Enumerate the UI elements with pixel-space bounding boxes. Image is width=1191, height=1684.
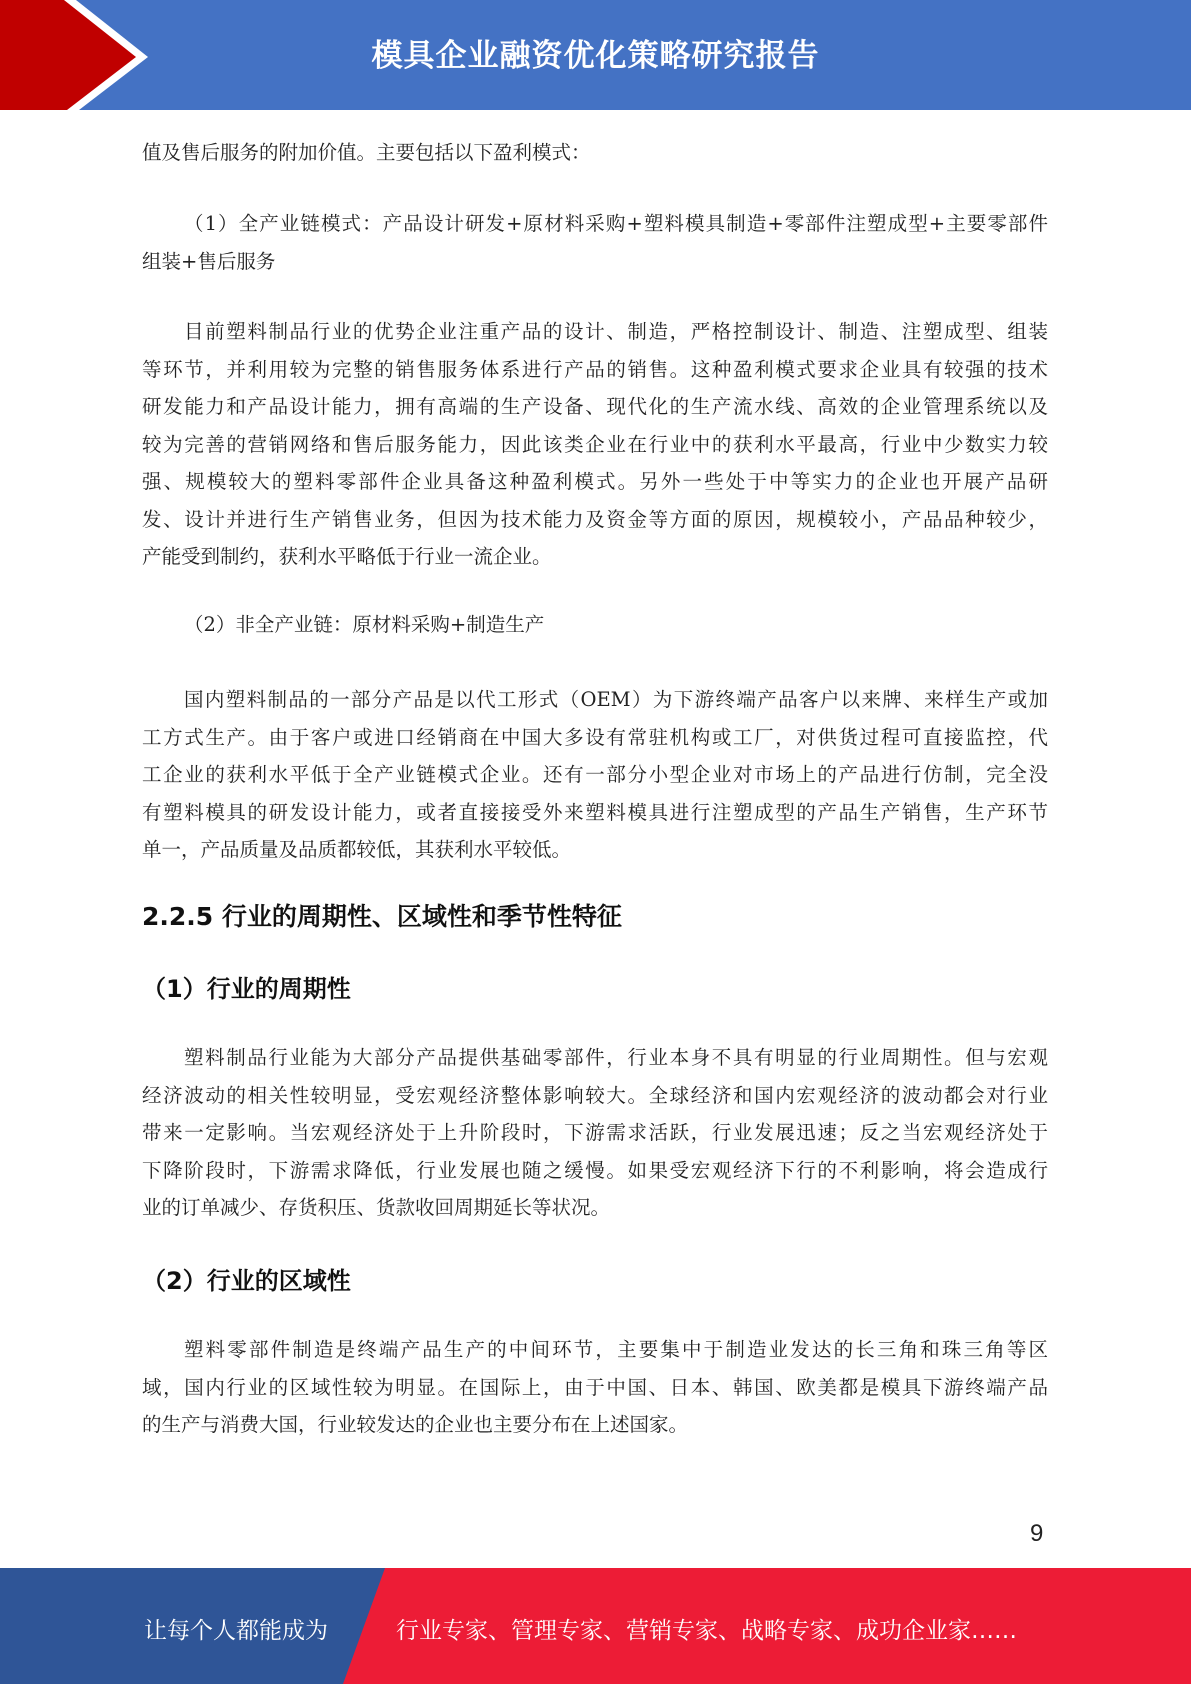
paragraph [142, 681, 1048, 869]
list-item-full-chain [142, 205, 1048, 280]
text-line: 研发能力和产品设计能力，拥有高端的生产设备、现代化的生产流水线、高效的企业管理系统以及 [142, 395, 1048, 418]
footer-slogan-left: 让每个人都能成为 [144, 1618, 328, 1644]
text-line: 经济波动的相关性较明显，受宏观经济整体影响较大。全球经济和国内宏观经济的波动都会对行业 [142, 1083, 1048, 1107]
page-number: 9 [1030, 1520, 1044, 1547]
text-line: 带来一定影响。当宏观经济处于上升阶段时，下游需求活跃，行业发展迅速；反之当宏观经济处于 [142, 1121, 1048, 1144]
subsection-heading-regionality: （2）行业的区域性 [142, 1267, 351, 1295]
text-line: 组装+售后服务 [142, 249, 276, 273]
text-line: （1）全产业链模式：产品设计研发+原材料采购+塑料模具制造+零部件注塑成型+主要零部件 [184, 212, 1048, 235]
text-line: 有塑料模具的研发设计能力，或者直接接受外来塑料模具进行注塑成型的产品生产销售，生产环节 [142, 800, 1048, 824]
text-line: 的生产与消费大国，行业较发达的企业也主要分布在上述国家。 [142, 1413, 689, 1436]
paragraph [142, 1039, 1048, 1227]
footer-banner [0, 1568, 1191, 1684]
report-title: 模具企业融资优化策略研究报告 [371, 38, 820, 74]
text-line: 发、设计并进行生产销售业务，但因为技术能力及资金等方面的原因，规模较小，产品品种较少， [142, 507, 1048, 531]
text-line: 工方式生产。由于客户或进口经销商在中国大多设有常驻机构或工厂，对供货过程可直接监控，代 [142, 725, 1048, 749]
text-line: 较为完善的营销网络和售后服务能力，因此该类企业在行业中的获利水平最高，行业中少数实力较 [142, 432, 1048, 456]
subsection-heading-cyclicality: （1）行业的周期性 [142, 975, 351, 1003]
section-heading: 2.2.5 行业的周期性、区域性和季节性特征 [142, 902, 622, 931]
text-line: 域，国内行业的区域性较为明显。在国际上，由于中国、日本、韩国、欧美都是模具下游终端产品 [142, 1375, 1048, 1399]
text-line: 产能受到制约，获利水平略低于行业一流企业。 [142, 545, 552, 568]
header-banner [0, 0, 1191, 110]
text-line: 强、规模较大的塑料零部件企业具备这种盈利模式。另外一些处于中等实力的企业也开展产品研 [142, 470, 1048, 493]
text-line: 国内塑料制品的一部分产品是以代工形式（OEM）为下游终端产品客户以来牌、来样生产或加 [184, 688, 1048, 711]
text-line: （2）非全产业链：原材料采购+制造生产 [184, 613, 545, 636]
text-line: 目前塑料制品行业的优势企业注重产品的设计、制造，严格控制设计、制造、注塑成型、组装 [184, 320, 1048, 343]
text-line: 业的订单减少、存货积压、货款收回周期延长等状况。 [142, 1196, 611, 1219]
text-line: 下降阶段时，下游需求降低，行业发展也随之缓慢。如果受宏观经济下行的不利影响，将会造成行 [142, 1158, 1048, 1182]
paragraph [142, 134, 1048, 172]
text-line: 单一，产品质量及品质都较低，其获利水平较低。 [142, 838, 572, 861]
list-item-partial-chain [142, 606, 1048, 644]
paragraph [142, 1331, 1048, 1444]
text-line: 塑料零部件制造是终端产品生产的中间环节，主要集中于制造业发达的长三角和珠三角等区 [184, 1338, 1048, 1361]
paragraph [142, 313, 1048, 576]
text-line: 工企业的获利水平低于全产业链模式企业。还有一部分小型企业对市场上的产品进行仿制，完全没 [142, 763, 1048, 786]
text-line: 塑料制品行业能为大部分产品提供基础零部件，行业本身不具有明显的行业周期性。但与宏观 [184, 1046, 1048, 1069]
text-line: 值及售后服务的附加价值。主要包括以下盈利模式： [142, 141, 591, 164]
text-line: 等环节，并利用较为完整的销售服务体系进行产品的销售。这种盈利模式要求企业具有较强的技术 [142, 357, 1048, 381]
footer-slogan-right: 行业专家、管理专家、营销专家、战略专家、成功企业家…… [396, 1618, 1017, 1644]
